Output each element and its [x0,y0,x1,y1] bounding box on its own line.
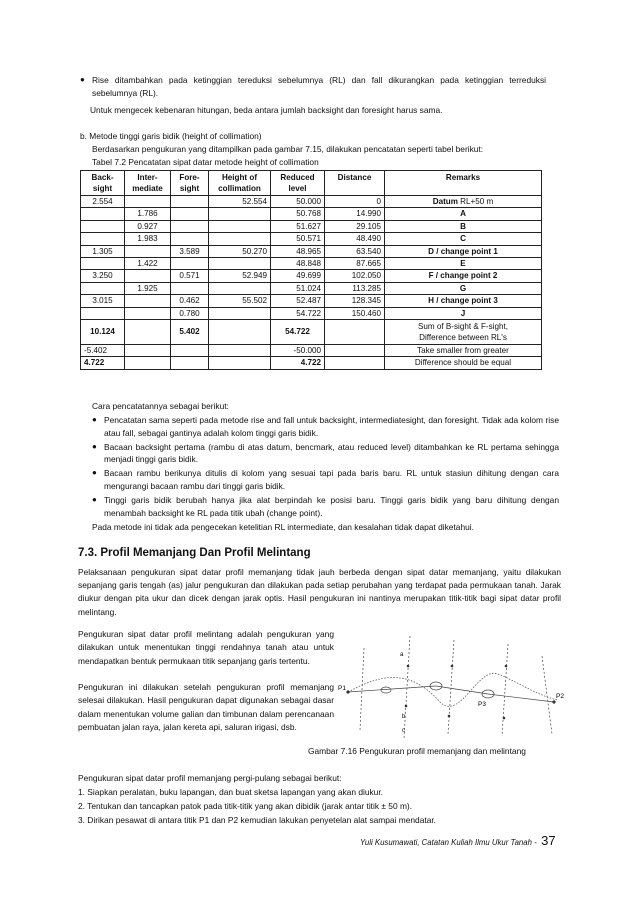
remark-label: A [460,209,466,219]
cell-fs [171,220,209,232]
table-row [81,307,542,319]
cell-fs: 0.571 [171,270,209,282]
cell-hc [209,233,271,245]
page-number: 37 [541,833,556,848]
cell-bs: 1.305 [81,245,125,257]
cell-hc [209,282,271,294]
cell-d: 102.050 [325,270,385,282]
cara-intro: Cara pencatatannya sebagai berikut: [92,401,229,411]
cell-fs [171,282,209,294]
table-row [81,220,542,232]
remark-label: H / change point 3 [428,296,498,306]
fig-label-p2: P2 [556,693,564,700]
section-heading: 7.3. Profil Memanjang Dan Profil Melintang [78,547,311,559]
list-item-3: 3. Dirikan pesawat di antara titik P1 dan P2 kemudian lakukan penyetelan alat sampai mendatar. [78,815,437,825]
cell-bs: 3.015 [81,295,125,307]
cell-rl: 54.722 [271,307,325,319]
remark-label: C [460,234,466,244]
bullet-icon: ● [92,415,97,424]
remark-label: D / change point 1 [428,246,498,256]
remark-label: G [459,283,467,293]
cell-hc [209,307,271,319]
cell-im: 1.422 [125,258,171,270]
header-foresight: Fore-sight [171,171,209,196]
cell-result-rl: 4.722 [271,357,325,369]
cell-remarks [385,196,542,208]
cell-bs: 3.250 [81,270,125,282]
fig-label-p1: P1 [338,685,346,692]
list-item: ● Rise ditambahkan pada ketinggian tereduksi sebelumnya (RL) dan fall dikurangkan pada ketinggian terreduksi sebelumnya (RL). [80,75,546,98]
cell-fs [171,196,209,208]
cell-rl: 48.848 [271,258,325,270]
cell-sum-fs: 5.402 [171,320,209,345]
cell-d: 87.665 [325,258,385,270]
cell-sum-bs: 10.124 [81,320,125,345]
cell-im: 0.927 [125,220,171,232]
table-row [81,295,542,307]
remark-label: F / change point 2 [428,271,498,281]
cell-d: 113.285 [325,282,385,294]
cell-im: 1.983 [125,233,171,245]
table-header-row [81,171,542,196]
cell-remarks [385,307,542,319]
cell-fs: 0.462 [171,295,209,307]
list-item: ● Bacaan backsight pertama (rambu di atas datum, bencmark, atau reduced level) ditambahkan ke RL pertama sehingga menjadi tinggi garis bidik. [92,441,559,465]
table-row [81,245,542,257]
cell-rl: 48.965 [271,245,325,257]
cell-rl: 51.024 [271,282,325,294]
cell-hc: 52.554 [209,196,271,208]
cell-remarks [385,220,542,232]
table-row [81,282,542,294]
cell-sub-rl: -50.000 [271,345,325,357]
fig-label-a: a [400,652,404,658]
list-item-2: 2. Tentukan dan tancapkan patok pada titik-titik yang akan dibidik (jarak antar titik ± 50 m). [78,801,413,811]
cell-im: 1.786 [125,208,171,220]
cell-im [125,196,171,208]
remark-label: J [460,308,466,318]
cell-sub-remarks: Take smaller from greater [385,345,542,357]
sub-row [81,345,542,357]
cell-d: 14.990 [325,208,385,220]
remark-label: Datum [432,197,458,206]
cell-fs [171,233,209,245]
header-intermediate: Inter-mediate [125,171,171,196]
cell-rl: 50.000 [271,196,325,208]
table-row [81,270,542,282]
cell-sum-rl: 54.722 [271,320,325,345]
list-item: ● Tinggi garis bidik berubah hanya jika alat berpindah ke posisi baru. Tinggi garis bidik yang baru dihitung dengan menambah backsight ke RL pada titik ubah (change point). [92,494,559,518]
cell-d: 48.490 [325,233,385,245]
cell-bs [81,307,125,319]
cell-fs [171,258,209,270]
cell-remarks [385,282,542,294]
bullet-icon: ● [80,75,85,84]
result-row [81,357,542,369]
list-item: ● Pencatatan sama seperti pada metode rise and fall untuk backsight, intermediatesight, dan foresight. Tidak ada kolom rise atau fall, sebagai gantinya adalah kolom tinggi garis bidik. [92,415,559,438]
left-paragraph-1: Pengukuran sipat datar profil melintang adalah pengukuran yang dilakukan untuk menentukan tinggi rendahnya tanah atau untuk mendapatkan bentuk permukaan titik sepanjang garis tertentu. [78,629,334,666]
remark-label: B [460,221,466,231]
cell-hc [209,220,271,232]
table-row [81,233,542,245]
sum-remark-line-1: Sum of B-sight & F-sight, [418,321,508,331]
cell-bs [81,258,125,270]
table-row [81,208,542,220]
cell-d: 128.345 [325,295,385,307]
cell-rl: 50.571 [271,233,325,245]
cell-d: 29.105 [325,220,385,232]
list-item-1: 1. Siapkan peralatan, buku lapangan, dan buat sketsa lapangan yang akan diukur. [78,787,383,797]
section-b-heading: b. Metode tinggi garis bidik (height of collimation) [80,131,262,141]
cell-remarks [385,233,542,245]
cell-hc [209,258,271,270]
bullet-icon: ● [92,468,97,478]
footer-text: Yuli Kusumawati, Catatan Kuliah Ilmu Ukur Tanah - [360,838,537,847]
cell-rl: 49.699 [271,270,325,282]
section-b-intro: Berdasarkan pengukuran yang ditampilkan pada gambar 7.15, dilakukan pencatatan seperti tabel berikut: [92,144,484,154]
table-row [81,196,542,208]
collimation-table [80,170,542,370]
cell-remarks [385,258,542,270]
cell-sum-remarks [385,320,542,345]
cell-result-remarks: Difference should be equal [385,357,542,369]
cell-fs: 3.589 [171,245,209,257]
table-row [81,258,542,270]
table-summary [81,320,542,370]
intro-note: Untuk mengecek kebenaran hitungan, beda antara jumlah backsight dan foresight harus sama. [90,105,443,115]
header-height-collimation: Height of collimation [209,171,271,196]
fig-label-c: c [402,728,405,734]
header-backsight: Back-sight [81,171,125,196]
profile-survey-figure [338,626,566,742]
cell-bs [81,220,125,232]
cell-hc: 52.949 [209,270,271,282]
table-body [81,196,542,320]
cell-hc: 50.270 [209,245,271,257]
list-intro: Pengukuran sipat datar profil memanjang pergi-pulang sebagai berikut: [78,773,342,783]
remark-label: E [460,259,466,269]
section-paragraph: Pelaksanaan pengukuran sipat datar profil memanjang tidak jauh berbeda dengan sipat datar memanjang, yaitu dilakukan sepanjang garis tengah (as) jalur pengukuran dan dilakukan pada setiap perubahan yang terdapat pada permukaan tanah. Jarak diukur dengan pita ukur dan dicek dengan jarak optis. Hasil pengukuran ini nantinya merupakan titik-titik bagi sipat datar profil melintang. [78,567,561,617]
page-footer [360,832,556,850]
cell-bs [81,282,125,294]
cell-remarks [385,208,542,220]
fig-label-b: b [402,714,406,720]
list-item: ● Bacaan rambu berikunya ditulis di kolom yang sesuai tapi pada baris baru. RL untuk stasiun dihitung dengan cara mengurangi bacaan rambu dari tinggi garis bidik. [92,468,559,491]
cell-remarks [385,295,542,307]
cell-remarks [385,245,542,257]
cell-im [125,245,171,257]
header-reduced-level: Reduced level [271,171,325,196]
cell-bs: 2.554 [81,196,125,208]
sum-row [81,320,542,345]
cell-bs [81,208,125,220]
figure-caption: Gambar 7.16 Pengukuran profil memanjang dan melintang [308,746,526,756]
cell-fs [171,208,209,220]
sum-remark-line-2: Difference between RL's [419,333,507,343]
cell-rl: 51.627 [271,220,325,232]
cell-result-bs: 4.722 [81,357,125,369]
cara-closing: Pada metode ini tidak ada pengecekan ketelitian RL intermediate, dan kesalahan tidak dapat diketahui. [92,522,474,532]
cell-hc [209,208,271,220]
cell-hc: 55.502 [209,295,271,307]
intro-bullets [80,74,546,100]
fig-label-p3: P3 [478,701,486,708]
table-caption: Tabel 7.2 Pencatatan sipat datar metode height of collimation [92,157,319,167]
left-paragraph-2: Pengukuran ini dilakukan setelah pengukuran profil memanjang selesai dilakukan. Hasil pengukuran dapat digunakan sebagai dasar dalam menentukan volume galian dan timbunan dalam perencanaan pembuatan jalan raya, jalan kereta api, saluran irigasi, dsb. [78,682,334,732]
cell-fs: 0.780 [171,307,209,319]
cell-im: 1.925 [125,282,171,294]
cell-im [125,295,171,307]
cell-im [125,270,171,282]
remark-extra: RL+50 m [460,197,494,206]
cara-bullets [92,414,559,519]
bullet-icon: ● [92,494,97,504]
cell-rl: 52.487 [271,295,325,307]
cell-d: 0 [325,196,385,208]
cell-rl: 50.768 [271,208,325,220]
header-distance: Distance [325,171,385,196]
cell-d: 63.540 [325,245,385,257]
cell-bs [81,233,125,245]
bullet-icon: ● [92,441,97,451]
cell-im [125,307,171,319]
cell-sub-bs: -5.402 [81,345,125,357]
cell-remarks [385,270,542,282]
header-remarks: Remarks [385,171,542,196]
cell-d: 150.460 [325,307,385,319]
